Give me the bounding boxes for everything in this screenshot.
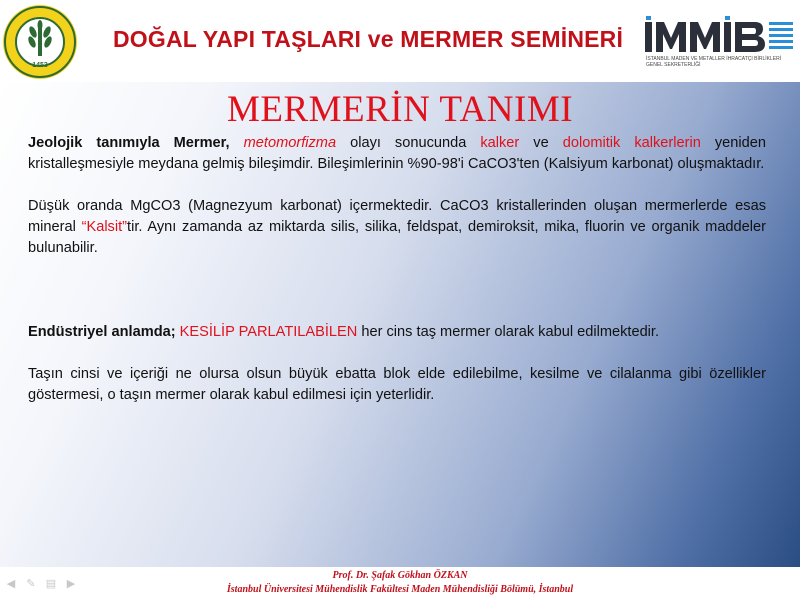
author-name: Prof. Dr. Şafak Gökhan ÖZKAN xyxy=(332,570,468,581)
paragraph-composition: Düşük oranda MgCO3 (Magnezyum karbonat) içermektedir. CaCO3 kristallerinden oluşan mermerlerde esas mineral “Kalsit”tir. Aynı zamanda az miktarda silis, silika, feldspat, demiroksit, mika, fluorin ve organik maddeler bulunabilir. xyxy=(28,198,767,256)
paragraph-definition-geological: Jeolojik tanımıyla Mermer, metomorfizma olayı sonucunda kalker ve dolomitik kalkerlerin yeniden kristalleşmesiyle meydana gelmiş bileşimdir. Bileşimlerinin %90-98'i CaCO3'ten (Kalsiyum karbonat) oluşmaktadır. xyxy=(28,135,766,172)
arrow-right-icon[interactable]: ▶ xyxy=(66,578,76,590)
immib-subtitle: İSTANBUL MADEN VE METALLER İHRACATÇI BİRLİKLERİ GENEL SEKRETERLİĞİ xyxy=(646,56,782,68)
menu-icon[interactable]: ▤ xyxy=(45,578,57,590)
pen-icon[interactable]: ✎ xyxy=(26,578,36,590)
slide-header xyxy=(0,0,800,82)
arrow-left-icon[interactable]: ◀ xyxy=(6,578,16,590)
immib-wordmark-text: İMMİB xyxy=(643,16,646,17)
paragraph-definition-industrial: Endüstriyel anlamda; KESİLİP PARLATILABİLEN her cins taş mermer olarak kabul edilmektedir. xyxy=(28,324,660,340)
slideshow-nav xyxy=(4,578,78,590)
seminar-title: DOĞAL YAPI TAŞLARI ve MERMER SEMİNERİ xyxy=(113,26,624,52)
slide-body-text xyxy=(28,133,766,406)
logo-year: 1453 xyxy=(32,62,48,69)
slide-footer xyxy=(0,567,800,600)
istanbul-university-logo xyxy=(2,4,78,80)
immib-wordmark xyxy=(643,16,795,54)
paragraph-criteria: Taşın cinsi ve içeriği ne olursa olsun büyük ebatta blok elde edilebilme, kesilme ve cilalanma gibi özellikler göstermesi, o taşın mermer olarak kabul edilmesi için yeterlidir. xyxy=(28,366,766,403)
immib-logo xyxy=(643,16,795,74)
slide-title: MERMERİN TANIMI xyxy=(226,89,574,130)
author-affiliation: İstanbul Üniversitesi Mühendislik Fakültesi Maden Mühendisliği Bölümü, İstanbul xyxy=(226,584,574,595)
